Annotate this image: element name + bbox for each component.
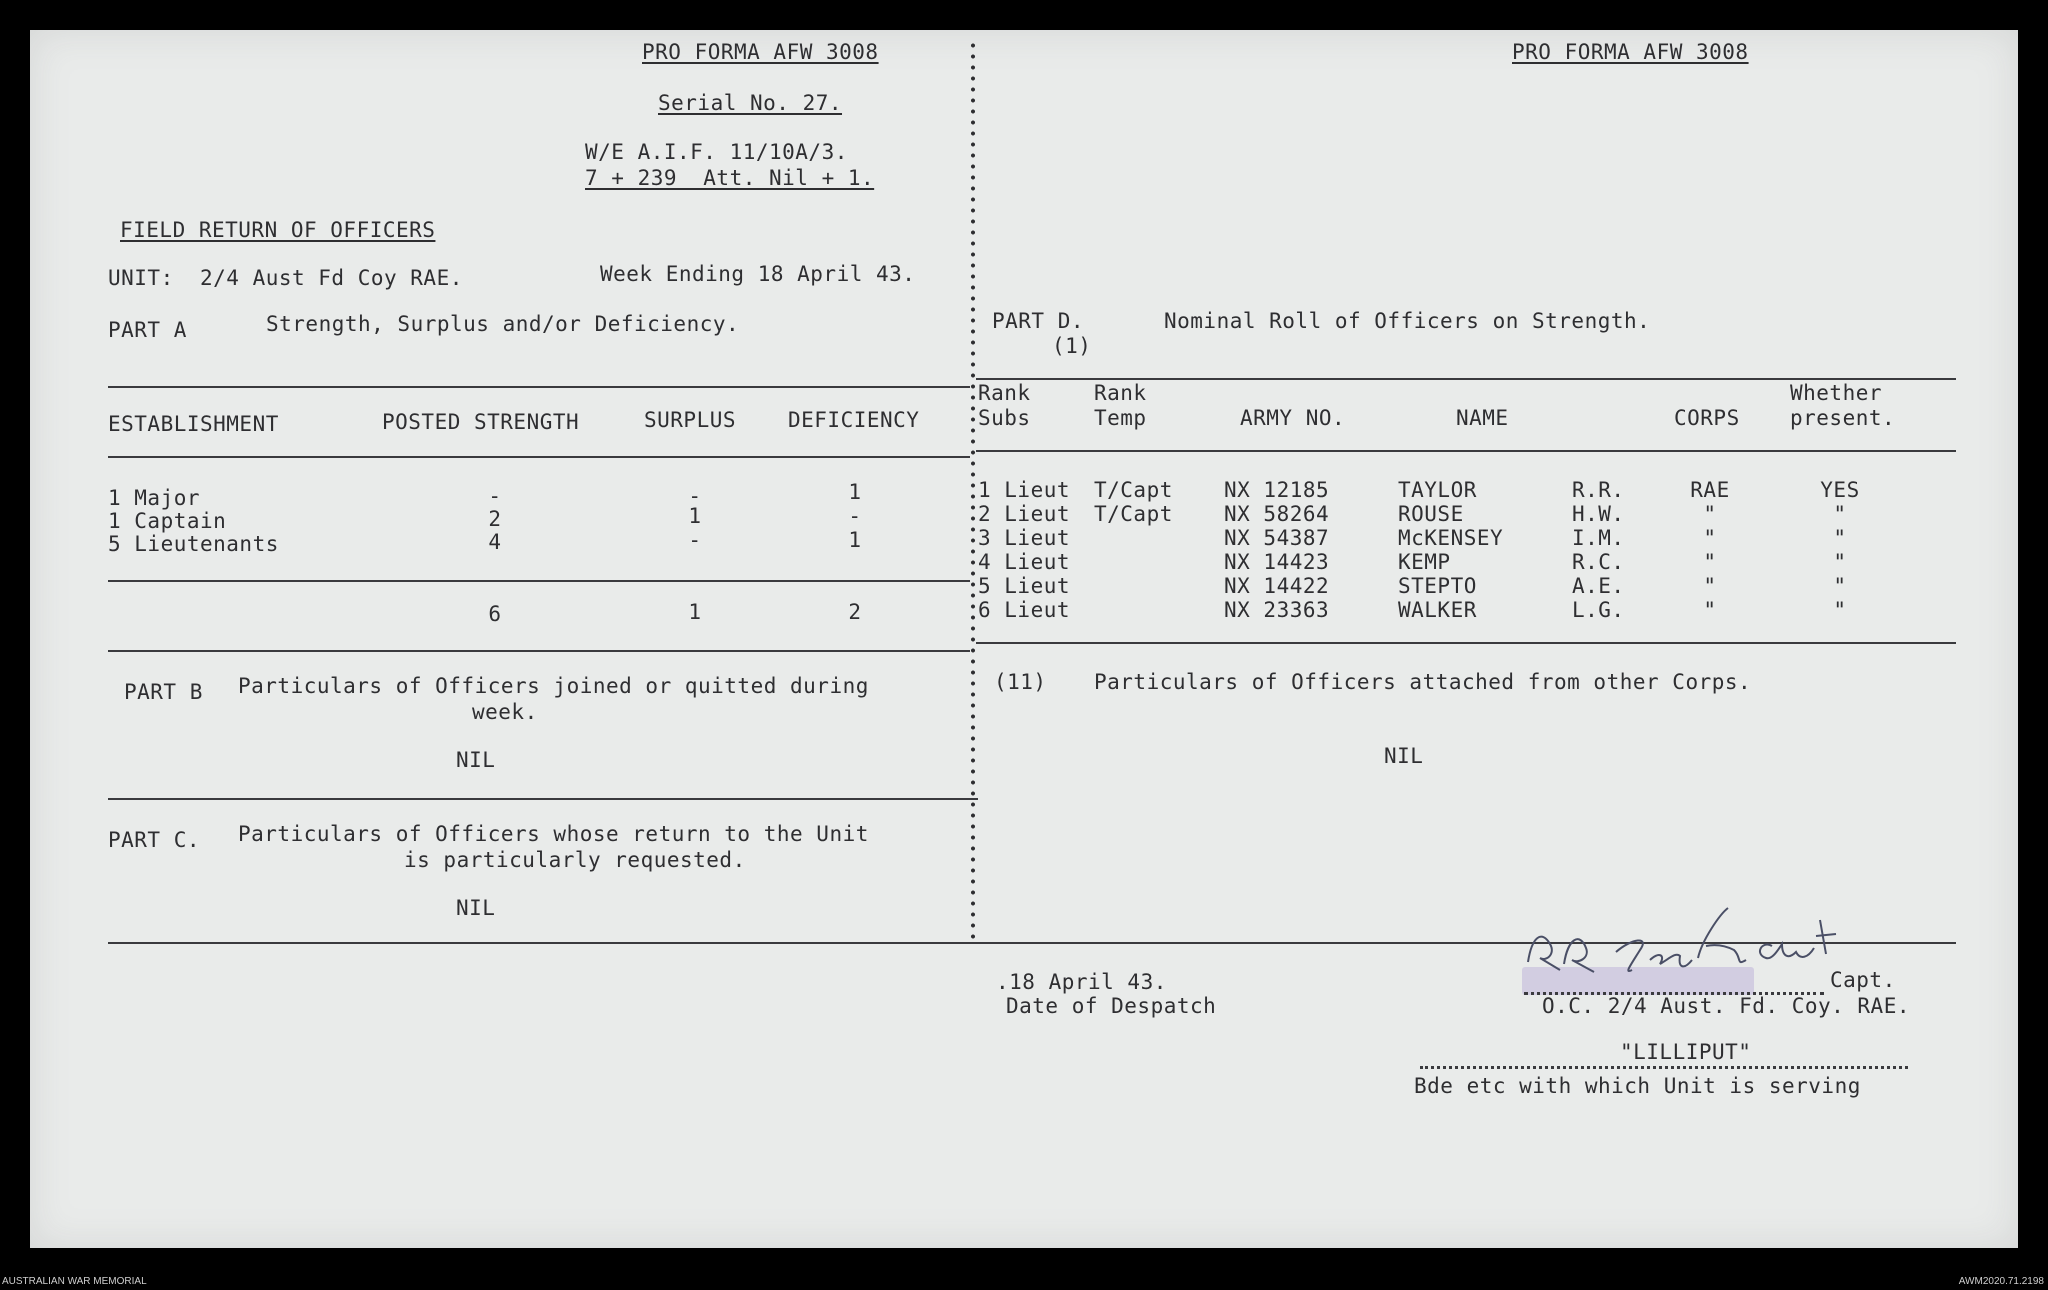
rule-header-bottom-left xyxy=(108,456,970,458)
rank-subs-cell: 4 Lieut xyxy=(978,550,1071,574)
establishment-cell: 1 Captain xyxy=(108,509,227,533)
despatch-date: .18 April 43. xyxy=(996,970,1167,994)
initials-cell: R.C. xyxy=(1572,550,1625,574)
col-rank-subs-1: Rank xyxy=(978,381,1031,405)
corps-cell: " xyxy=(1703,598,1717,622)
col-name: NAME xyxy=(1456,406,1509,430)
form-title-left: PRO FORMA AFW 3008 xyxy=(642,40,879,64)
corps-cell: " xyxy=(1703,550,1717,574)
rank-temp-cell: T/Capt xyxy=(1094,478,1173,502)
despatch-label: Date of Despatch xyxy=(1006,994,1217,1018)
part-c-title-2: is particularly requested. xyxy=(404,848,746,872)
we-line-2: 7 + 239 Att. Nil + 1. xyxy=(585,166,875,190)
total-deficiency: 2 xyxy=(848,600,862,624)
part-c-label: PART C. xyxy=(108,828,201,852)
army-no-cell: NX 23363 xyxy=(1224,598,1330,622)
part-d-label: PART D. xyxy=(992,309,1085,333)
army-no-cell: NX 58264 xyxy=(1224,502,1330,526)
rank-subs-cell: 1 Lieut xyxy=(978,478,1071,502)
deficiency-cell: - xyxy=(848,504,862,528)
col-corps: CORPS xyxy=(1674,406,1740,430)
col-rank-subs-2: Subs xyxy=(978,406,1031,430)
document-title: FIELD RETURN OF OFFICERS xyxy=(120,218,436,242)
rank-subs-cell: 6 Lieut xyxy=(978,598,1071,622)
rule-header-bottom-right xyxy=(976,450,1956,452)
army-no-cell: NX 12185 xyxy=(1224,478,1330,502)
rank-subs-cell: 3 Lieut xyxy=(978,526,1071,550)
posted-cell: 2 xyxy=(488,507,502,531)
brigade-name: "LILLIPUT" xyxy=(1620,1040,1752,1064)
present-cell: " xyxy=(1833,526,1847,550)
rule-totals-top xyxy=(108,580,970,582)
initials-cell: A.E. xyxy=(1572,574,1625,598)
unit-line: UNIT: 2/4 Aust Fd Coy RAE. xyxy=(108,266,463,290)
we-line-1: W/E A.I.F. 11/10A/3. xyxy=(585,140,848,164)
part-b-value: NIL xyxy=(456,748,496,772)
handwritten-signature xyxy=(1520,900,1880,990)
serial-number: Serial No. 27. xyxy=(658,91,843,115)
surname-cell: McKENSEY xyxy=(1398,526,1504,550)
surname-cell: STEPTO xyxy=(1398,574,1477,598)
rank-subs-cell: 2 Lieut xyxy=(978,502,1071,526)
surname-cell: WALKER xyxy=(1398,598,1477,622)
footer-credit: AUSTRALIAN WAR MEMORIAL xyxy=(2,1276,147,1287)
col-army-no: ARMY NO. xyxy=(1240,406,1346,430)
initials-cell: H.W. xyxy=(1572,502,1625,526)
total-surplus: 1 xyxy=(688,600,702,624)
attached-title: Particulars of Officers attached from other Corps. xyxy=(1094,670,1752,694)
present-cell: " xyxy=(1833,550,1847,574)
col-present-1: Whether xyxy=(1790,381,1883,405)
surplus-cell: - xyxy=(688,484,702,508)
posted-cell: - xyxy=(488,484,502,508)
initials-cell: I.M. xyxy=(1572,526,1625,550)
rank-temp-cell: T/Capt xyxy=(1094,502,1173,526)
part-b-label: PART B xyxy=(124,680,203,704)
part-a-title: Strength, Surplus and/or Deficiency. xyxy=(266,312,740,336)
footer-accession-number: AWM2020.71.2198 xyxy=(1958,1276,2044,1287)
surname-cell: KEMP xyxy=(1398,550,1451,574)
part-b-title-2: week. xyxy=(472,700,538,724)
corps-cell: RAE xyxy=(1690,478,1730,502)
rule-table-top-right xyxy=(976,378,1956,380)
total-posted: 6 xyxy=(488,602,502,626)
col-rank-temp-1: Rank xyxy=(1094,381,1147,405)
col-surplus: SURPLUS xyxy=(644,408,737,432)
army-no-cell: NX 14423 xyxy=(1224,550,1330,574)
present-cell: " xyxy=(1833,574,1847,598)
deficiency-cell: 1 xyxy=(848,480,862,504)
present-cell: " xyxy=(1833,598,1847,622)
surname-cell: ROUSE xyxy=(1398,502,1464,526)
col-deficiency: DEFICIENCY xyxy=(788,408,920,432)
rule-part-d-bottom xyxy=(976,642,1956,644)
deficiency-cell: 1 xyxy=(848,528,862,552)
part-d-title: Nominal Roll of Officers on Strength. xyxy=(1164,309,1651,333)
establishment-cell: 5 Lieutenants xyxy=(108,532,279,556)
army-no-cell: NX 14422 xyxy=(1224,574,1330,598)
col-rank-temp-2: Temp xyxy=(1094,406,1147,430)
rule-table-top-left xyxy=(108,386,970,388)
col-posted-strength: POSTED STRENGTH xyxy=(382,410,580,434)
rule-part-a-bottom xyxy=(108,650,970,652)
rule-part-b-bottom xyxy=(108,798,978,800)
brigade-dotted-line xyxy=(1420,1066,1908,1069)
surplus-cell: - xyxy=(688,528,702,552)
week-ending: Week Ending 18 April 43. xyxy=(600,262,916,286)
present-cell: " xyxy=(1833,502,1847,526)
column-divider xyxy=(970,40,976,940)
army-no-cell: NX 54387 xyxy=(1224,526,1330,550)
posted-cell: 4 xyxy=(488,530,502,554)
initials-cell: R.R. xyxy=(1572,478,1625,502)
attached-value: NIL xyxy=(1384,744,1424,768)
establishment-cell: 1 Major xyxy=(108,486,201,510)
oc-line: O.C. 2/4 Aust. Fd. Coy. RAE. xyxy=(1541,994,1910,1018)
part-b-title-1: Particulars of Officers joined or quitted during xyxy=(238,674,869,698)
col-establishment: ESTABLISHMENT xyxy=(108,412,279,436)
part-c-value: NIL xyxy=(456,896,496,920)
surname-cell: TAYLOR xyxy=(1398,478,1477,502)
surplus-cell: 1 xyxy=(688,504,702,528)
brigade-label: Bde etc with which Unit is serving xyxy=(1414,1074,1861,1098)
part-c-title-1: Particulars of Officers whose return to the Unit xyxy=(238,822,869,846)
corps-cell: " xyxy=(1703,502,1717,526)
signature-rank: Capt. xyxy=(1830,968,1896,992)
corps-cell: " xyxy=(1703,574,1717,598)
present-cell: YES xyxy=(1820,478,1860,502)
form-title-right: PRO FORMA AFW 3008 xyxy=(1512,40,1749,64)
part-d-sub: (1) xyxy=(1052,334,1092,358)
rank-subs-cell: 5 Lieut xyxy=(978,574,1071,598)
corps-cell: " xyxy=(1703,526,1717,550)
part-a-label: PART A xyxy=(108,318,187,342)
initials-cell: L.G. xyxy=(1572,598,1625,622)
col-present-2: present. xyxy=(1790,406,1896,430)
attached-label: (11) xyxy=(994,670,1047,694)
